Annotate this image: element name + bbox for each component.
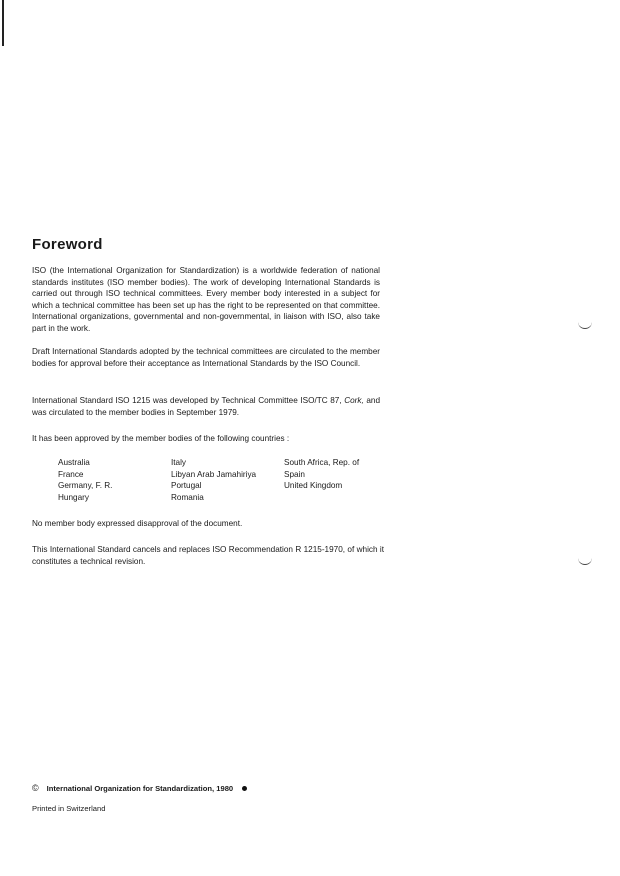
country-item: Portugal (171, 481, 202, 491)
paragraph-replacement: This International Standard cancels and replaces ISO Recommendation R 1215-1970, of which it constitutes a technical revision. (32, 545, 384, 566)
committee-name: Cork, (344, 396, 364, 405)
paragraph-approval-intro: It has been approved by the member bodies of the following countries : (32, 434, 290, 443)
country-item: South Africa, Rep. of (284, 458, 360, 467)
country-column-3 (284, 457, 394, 503)
copyright-notice (32, 783, 247, 793)
copyright-icon: © (32, 783, 39, 793)
country-column-1 (58, 457, 171, 503)
origin-text-end: and was circulated to the member bodies in September 1979. (32, 396, 381, 417)
country-item: Spain (284, 469, 305, 479)
margin-revision-mark (578, 322, 592, 329)
country-item: Romania (171, 492, 204, 502)
page-title: Foreword (32, 236, 103, 253)
country-item: Libyan Arab Jamahiriya (171, 469, 257, 479)
page-edge-mark (2, 0, 4, 46)
copyright-text: International Organization for Standardization, 1980 (46, 783, 234, 793)
country-item: Germany, F. R. (58, 481, 113, 491)
country-item: Italy (171, 458, 187, 467)
paragraph-standard-origin (32, 395, 380, 418)
printed-location: Printed in Switzerland (32, 804, 106, 813)
country-list (58, 457, 388, 503)
country-item: Hungary (58, 492, 89, 502)
paragraph-no-disapproval: No member body expressed disapproval of the document. (32, 519, 243, 528)
paragraph-iso-overview: ISO (the International Organization for Standardization) is a worldwide federation of national standards institutes (ISO member bodies). The work of developing International Standards is carried out through ISO technical committees. Every member body interested in a subject for which a technical committee has been set up has the right to be represented on that committee. International organizations, governmental and non-governmental, in liaison with ISO, also take part in the work. (32, 266, 380, 333)
bullet-dot-icon (242, 786, 247, 791)
origin-text-start: International Standard ISO 1215 was developed by Technical Committee ISO/TC 87, (32, 396, 345, 405)
margin-revision-mark (578, 558, 592, 565)
paragraph-draft-standards: Draft International Standards adopted by the technical committees are circulated to the member bodies for approval before their acceptance as International Standards by the ISO Council. (32, 347, 380, 368)
country-column-2 (171, 457, 284, 503)
country-item: United Kingdom (284, 481, 343, 491)
country-item: France (58, 469, 84, 479)
country-item: Australia (58, 458, 90, 467)
